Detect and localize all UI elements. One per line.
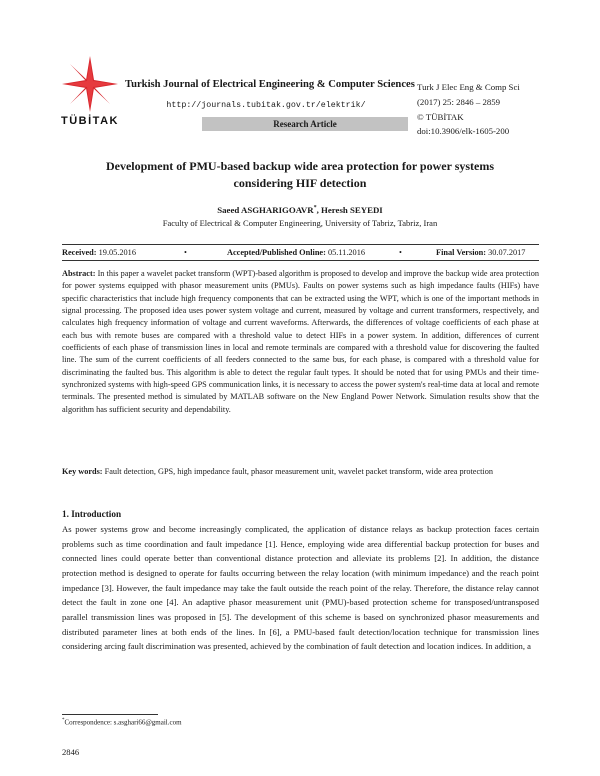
meta-doi: doi:10.3906/elk-1605-200	[417, 126, 510, 137]
received-date: 19.05.2016	[98, 248, 136, 257]
page-number: 2846	[62, 747, 80, 757]
tubitak-logo	[60, 54, 120, 127]
accepted-date: 05.11.2016	[327, 248, 365, 257]
footnote	[62, 718, 182, 726]
meta-citation: Turk J Elec Eng & Comp Sci	[417, 82, 520, 92]
bullet-1: •	[184, 248, 187, 257]
logo-text: TÜBİTAK	[61, 115, 119, 127]
final-label: Final Version:	[436, 248, 487, 257]
footnote-text: Correspondence: s.asghari66@gmail.com	[64, 718, 182, 727]
keywords-text: Fault detection, GPS, high impedance fault, phasor measurement unit, wavelet packet transform, wide area protection	[104, 467, 493, 476]
author-1: Saeed ASGHARIGOAVR	[217, 205, 314, 215]
author-separator: ,	[316, 205, 322, 215]
final-group	[436, 248, 525, 257]
article-type-badge: Research Article	[202, 117, 408, 131]
keywords	[62, 466, 539, 478]
journal-name: Turkish Journal of Electrical Engineering & Computer Sciences	[125, 79, 415, 90]
section-heading-introduction: 1. Introduction	[62, 509, 122, 519]
meta-volume-pages: (2017) 25: 2846 – 2859	[417, 96, 501, 107]
final-date: 30.07.2017	[488, 248, 526, 257]
journal-url-link[interactable]: http://journals.tubitak.gov.tr/elektrik/	[166, 101, 366, 110]
meta-copyright: © TÜBİTAK	[417, 111, 464, 122]
author-2: Heresh SEYEDI	[321, 205, 383, 215]
paper-title	[60, 158, 540, 192]
accepted-label: Accepted/Published Online:	[227, 248, 326, 257]
affiliation: Faculty of Electrical & Computer Engineering, University of Tabriz, Tabriz, Iran	[162, 218, 438, 228]
corresponding-mark: *	[313, 205, 317, 212]
abstract-text: In this paper a wavelet packet transform (WPT)-based algorithm is proposed to develop and improve the backup wide area protection for power systems equipped with phasor measurement units (PMUs). Faults on power systems such as high impedance faults (HIFs) have specific characteristics that include high frequency components that can be extracted using the WPT, which is one of the important methods in signal processing. The proposed idea uses power system voltage and current, measured by voltage and current transformers, respectively, and calculates high frequency information of voltage and current waveforms. Afterwards, the differences of voltage coefficients of each phase at each bus with remote buses are compared with a threshold value to detect HIFs in a power system. In addition, differences of current coefficients of each phase of transmission lines in local and remote terminals are compared with a threshold value for discovering the faulted line. The sum of the current coefficients of all feeders connected to the same bus, for each phase, is compared with a threshold value for discriminating the faulted bus. This algorithm is able to detect the regular fault types. It should be noted that for using PMUs and their time-synchronized systems with high-speed GPS communication links, it is necessary to access the power system's real-time data at local and remote terminals. The presented method is simulated by MATLAB software on the New England Power Network. Simulation results show that the algorithm has sufficient security and dependability.	[62, 269, 539, 414]
introduction-paragraph: As power systems grow and become increasingly complicated, the application of distance relays as backup protection faces certain problems such as time coordination and fault impedance [1]. Hence, employing wide area differential backup protection for buses and connected lines could operate better than conventional distance protection and alleviate its problems [2]. In addition, the distance protection method is designed to operate for faults occurring between the relay location (with minimum impedance) and the reach point impedance [3]. However, the fault impedance may take the fault outside the reach point of the relay. Therefore, the distance relay cannot detect the fault in zone one [4]. An adaptive phasor measurement unit (PMU)-based protection scheme for transposed/untransposed parallel transmission lines was proposed in [5]. The development of this scheme is based on synchronized phasor measurements and distributed parameter lines at both ends of the lines. In [6], a PMU-based fault detection/location technique for transmission lines considering arcing fault discrimination was presented, achieved by the combination of fault detection and location indices. In addition, a	[62, 524, 539, 652]
rule-top	[62, 244, 539, 245]
received-group	[62, 248, 136, 257]
title-line-2: considering HIF detection	[233, 176, 367, 190]
keywords-label: Key words:	[62, 467, 103, 476]
bullet-2: •	[399, 248, 402, 257]
accepted-group	[227, 248, 365, 257]
received-label: Received:	[62, 248, 97, 257]
footnote-rule	[62, 714, 158, 715]
tubitak-emblem-icon	[60, 54, 120, 114]
journal-meta	[417, 80, 520, 139]
authors	[60, 205, 540, 215]
footnote-mark: *	[62, 718, 65, 723]
rule-bottom	[62, 260, 539, 261]
introduction-text	[62, 522, 539, 654]
title-line-1: Development of PMU-based backup wide area protection for power systems	[105, 159, 495, 173]
abstract-label: Abstract:	[62, 269, 96, 278]
abstract	[62, 268, 539, 416]
